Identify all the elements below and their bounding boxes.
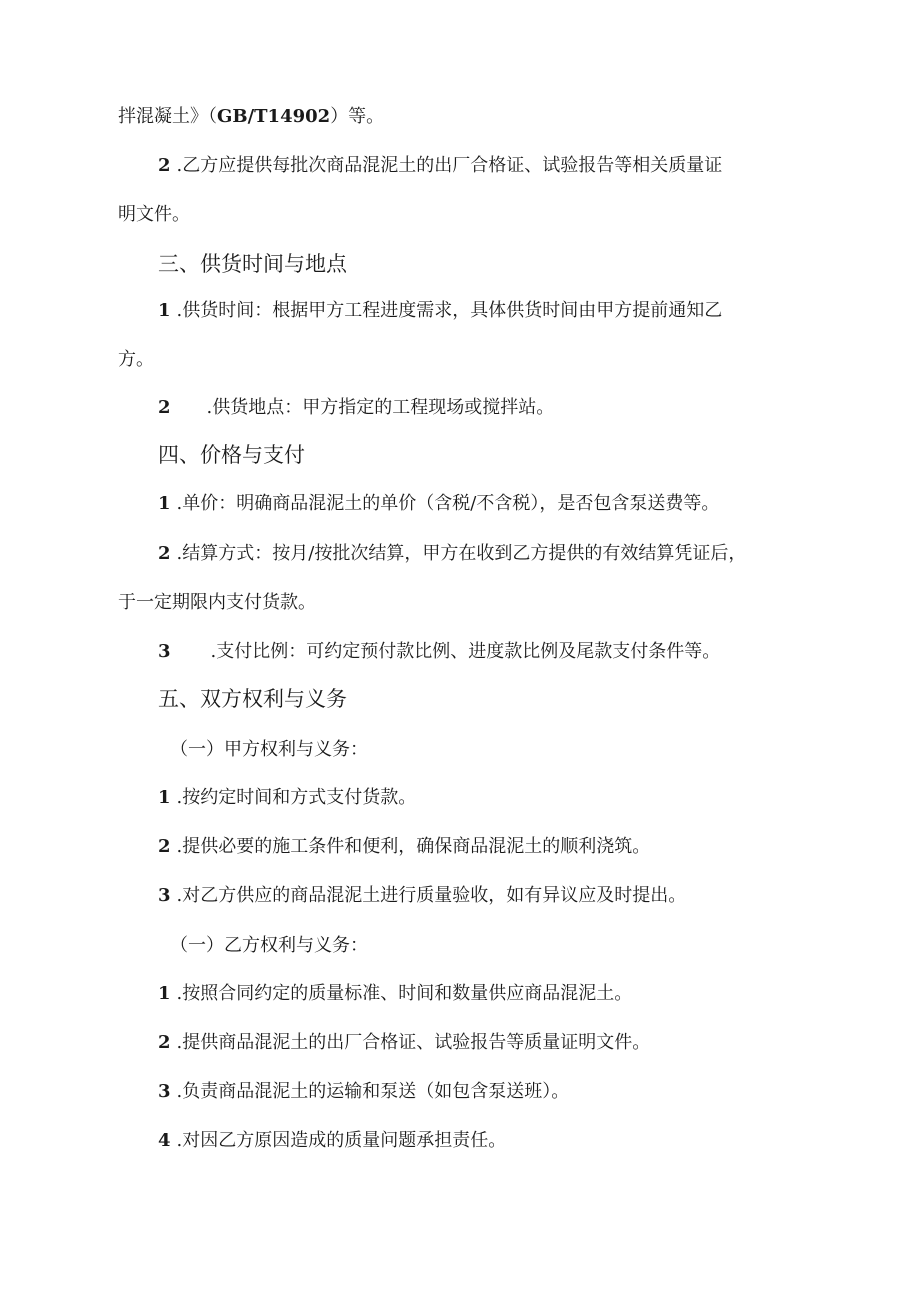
item-number: 3 bbox=[158, 641, 171, 662]
item-text: .结算方式：按月/按批次结算，甲方在收到乙方提供的有效结算凭证后， bbox=[176, 543, 747, 564]
text-line bbox=[118, 591, 316, 615]
list-item bbox=[158, 492, 719, 516]
subheading-text: （一）甲方权利与义务： bbox=[170, 739, 368, 760]
item-text: .提供必要的施工条件和便利，确保商品混泥土的顺利浇筑。 bbox=[176, 836, 651, 857]
item-text: .提供商品混泥土的出厂合格证、试验报告等质量证明文件。 bbox=[176, 1032, 651, 1053]
text-line bbox=[118, 203, 190, 227]
item-text: .按照合同约定的质量标准、时间和数量供应商品混泥土。 bbox=[176, 983, 633, 1004]
item-number: 1 bbox=[158, 300, 171, 321]
item-number: 1 bbox=[158, 493, 171, 514]
item-text: .供货地点：甲方指定的工程现场或搅拌站。 bbox=[206, 397, 555, 418]
item-number: 2 bbox=[158, 397, 171, 418]
item-text: .单价：明确商品混泥土的单价（含税/不含税），是否包含泵送费等。 bbox=[176, 493, 720, 514]
item-number: 1 bbox=[158, 983, 171, 1004]
item-text: .对乙方供应的商品混泥土进行质量验收，如有异议应及时提出。 bbox=[176, 885, 687, 906]
text-line bbox=[118, 348, 154, 372]
list-item bbox=[158, 884, 686, 908]
section-heading bbox=[158, 250, 347, 278]
list-item bbox=[158, 1080, 569, 1104]
list-item bbox=[158, 299, 722, 323]
heading-text: 五、双方权利与义务 bbox=[158, 687, 347, 711]
line-text: 方。 bbox=[118, 349, 154, 370]
text-line bbox=[118, 105, 384, 129]
list-item bbox=[158, 982, 632, 1006]
item-number: 2 bbox=[158, 543, 171, 564]
list-item bbox=[158, 1129, 506, 1153]
list-item bbox=[158, 1031, 650, 1055]
item-number: 4 bbox=[158, 1130, 171, 1151]
heading-text: 四、价格与支付 bbox=[158, 443, 305, 467]
item-number: 3 bbox=[158, 885, 171, 906]
heading-text: 三、供货时间与地点 bbox=[158, 252, 347, 276]
subsection-heading bbox=[170, 738, 368, 762]
line-text: 拌混凝土》（ bbox=[118, 106, 217, 127]
list-item bbox=[158, 396, 554, 420]
section-heading bbox=[158, 685, 347, 713]
subheading-text: （一）乙方权利与义务： bbox=[170, 935, 368, 956]
item-text: .负责商品混泥土的运输和泵送（如包含泵送班）。 bbox=[176, 1081, 570, 1102]
item-text: .对因乙方原因造成的质量问题承担责任。 bbox=[176, 1130, 507, 1151]
line-text: 于一定期限内支付货款。 bbox=[118, 592, 316, 613]
item-number: 2 bbox=[158, 155, 171, 176]
item-number: 1 bbox=[158, 787, 171, 808]
list-item bbox=[158, 542, 746, 566]
item-text: .按约定时间和方式支付货款。 bbox=[176, 787, 417, 808]
item-text: .供货时间：根据甲方工程进度需求，具体供货时间由甲方提前通知乙 bbox=[176, 300, 723, 321]
line-text: ）等。 bbox=[330, 106, 385, 127]
item-text: .乙方应提供每批次商品混泥土的出厂合格证、试验报告等相关质量证 bbox=[176, 155, 723, 176]
standard-code: GB/T14902 bbox=[217, 106, 331, 127]
list-item bbox=[158, 786, 416, 810]
subsection-heading bbox=[170, 934, 368, 958]
item-number: 2 bbox=[158, 836, 171, 857]
item-number: 3 bbox=[158, 1081, 171, 1102]
item-text: .支付比例：可约定预付款比例、进度款比例及尾款支付条件等。 bbox=[210, 641, 721, 662]
item-number: 2 bbox=[158, 1032, 171, 1053]
section-heading bbox=[158, 441, 305, 469]
list-item bbox=[158, 640, 720, 664]
list-item bbox=[158, 835, 650, 859]
list-item bbox=[158, 154, 722, 178]
line-text: 明文件。 bbox=[118, 204, 190, 225]
